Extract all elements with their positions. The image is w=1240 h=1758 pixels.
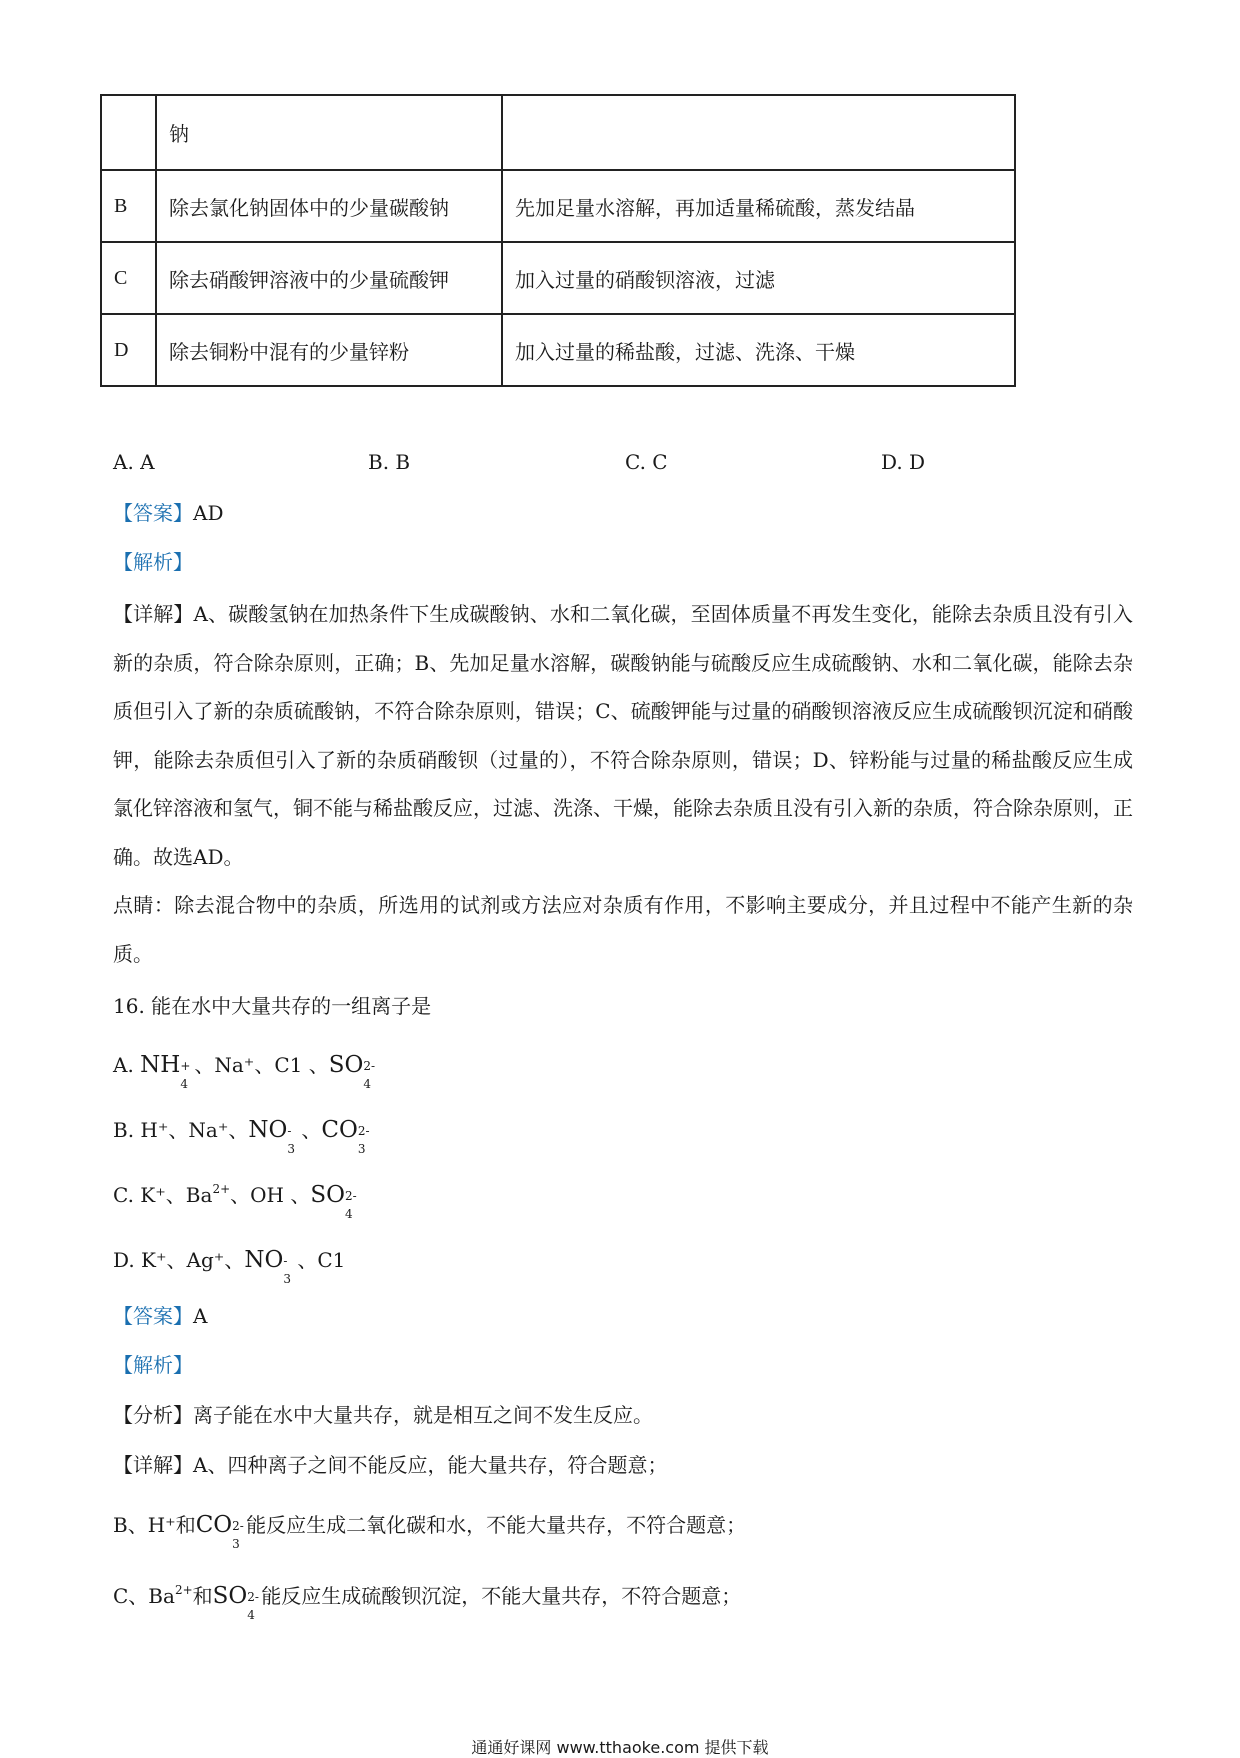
- analysis-tag: 【解析】: [113, 1353, 193, 1377]
- ion-formula: SO 2- 4: [310, 1182, 357, 1221]
- option-prefix: D. K⁺、Ag⁺、: [113, 1248, 245, 1272]
- detail-tag: 【详解】: [113, 602, 194, 626]
- q16-detail-b: B、H⁺和CO 2- 3 能反应生成二氧化碳和水，不能大量共存，不符合题意；: [113, 1512, 747, 1551]
- row-label: [101, 95, 156, 170]
- choice-d: D. D: [881, 450, 926, 474]
- ion-formula: SO 2- 4: [212, 1583, 259, 1622]
- ion-formula: NH + 4: [140, 1052, 191, 1091]
- row-task: 钠: [156, 95, 502, 170]
- q16-option-b: B. H⁺、Na⁺、NO - 3 、CO 2- 3: [113, 1114, 372, 1143]
- table-row: [101, 95, 1015, 170]
- ion-formula: NO - 3: [244, 1247, 291, 1286]
- row-label: C: [101, 242, 156, 314]
- q16-analysis-heading: [113, 1351, 193, 1379]
- row-task: 除去氯化钠固体中的少量碳酸钠: [156, 170, 502, 242]
- q16-option-a: [113, 1049, 377, 1091]
- q15-detail: [113, 590, 1133, 881]
- option-text: 、Na⁺、C1 、: [194, 1053, 329, 1077]
- page-footer: 通通好课网 www.tthaoke.com 提供下载: [471, 1738, 769, 1757]
- row-task: 除去硝酸钾溶液中的少量硫酸钾: [156, 242, 502, 314]
- choice-a: A. A: [113, 450, 155, 474]
- q16-detail-a: 【详解】A、四种离子之间不能反应，能大量共存，符合题意；: [113, 1453, 668, 1477]
- detail-text: A、碳酸氢钠在加热条件下生成碳酸钠、水和二氧化碳，至固体质量不再发生变化，能除去杂质且没有引入新的杂质，符合除杂原则，正确；B、先加足量水溶解，碳酸钠能与硫酸反应生成硫酸钠、水和二氧化碳，能除去杂质但引入了新的杂质硫酸钠，不符合除杂原则，错误；C、硫酸钾能与过量的硝酸钡溶液反应生成硫酸钡沉淀和硝酸钾，能除去杂质但引入了新的杂质硝酸钡（过量的），不符合除杂原则，错误；D、锌粉能与过量的稀盐酸反应生成氯化锌溶液和氢气，铜不能与稀盐酸反应，过滤、洗涤、干燥，能除去杂质且没有引入新的杂质，符合除杂原则，正确。故选AD。: [113, 602, 1133, 869]
- row-task: 除去铜粉中混有的少量锌粉: [156, 314, 502, 386]
- row-method: 加入过量的稀盐酸，过滤、洗涤、干燥: [502, 314, 1015, 386]
- q16-question: 16. 能在水中大量共存的一组离子是: [113, 994, 432, 1018]
- row-method: 先加足量水溶解，再加适量稀硫酸，蒸发结晶: [502, 170, 1015, 242]
- analysis-tag: 【解析】: [113, 550, 193, 574]
- table-row: [101, 242, 1015, 314]
- q16-detail-c: C、$Ba^{2+}$和SO 2- 4 能反应生成硫酸钡沉淀，不能大量共存，不符合题意；: [113, 1583, 742, 1622]
- answer-value: AD: [193, 501, 224, 525]
- choice-c: C. C: [625, 450, 668, 474]
- ion-formula: CO 2- 3: [321, 1117, 370, 1156]
- answer-value: A: [193, 1304, 208, 1328]
- q16-option-d: D. K⁺、Ag⁺、NO - 3 、C1: [113, 1247, 346, 1286]
- q15-tip: 点睛：除去混合物中的杂质，所选用的试剂或方法应对杂质有作用，不影响主要成分，并且过程中不能产生新的杂质。: [113, 893, 1133, 966]
- row-label: D: [101, 314, 156, 386]
- choice-b: B. B: [368, 450, 411, 474]
- row-method: [502, 95, 1015, 170]
- q16-option-c: C. K⁺、$Ba^{2+}$、OH 、SO 2- 4: [113, 1179, 359, 1208]
- q16-answer: [113, 1302, 207, 1330]
- ion-formula: SO 2- 4: [328, 1052, 376, 1091]
- ion-formula: CO 2- 3: [195, 1512, 244, 1551]
- option-prefix: A.: [113, 1053, 134, 1077]
- row-method: 加入过量的硝酸钡溶液，过滤: [502, 242, 1015, 314]
- row-label: B: [101, 170, 156, 242]
- q15-analysis-heading: [113, 548, 193, 576]
- q16-analysis: 【分析】离子能在水中大量共存，就是相互之间不发生反应。: [113, 1403, 653, 1427]
- table-row: [101, 314, 1015, 386]
- option-prefix: C. K⁺、Ba: [113, 1183, 213, 1207]
- ion-formula: NO - 3: [248, 1117, 296, 1156]
- table-row: [101, 170, 1015, 242]
- q15-answer: [113, 499, 223, 527]
- option-prefix: B. H⁺、Na⁺、: [113, 1118, 249, 1142]
- answer-tag: 【答案】: [113, 1304, 193, 1328]
- options-table: [100, 94, 1016, 387]
- answer-tag: 【答案】: [113, 501, 193, 525]
